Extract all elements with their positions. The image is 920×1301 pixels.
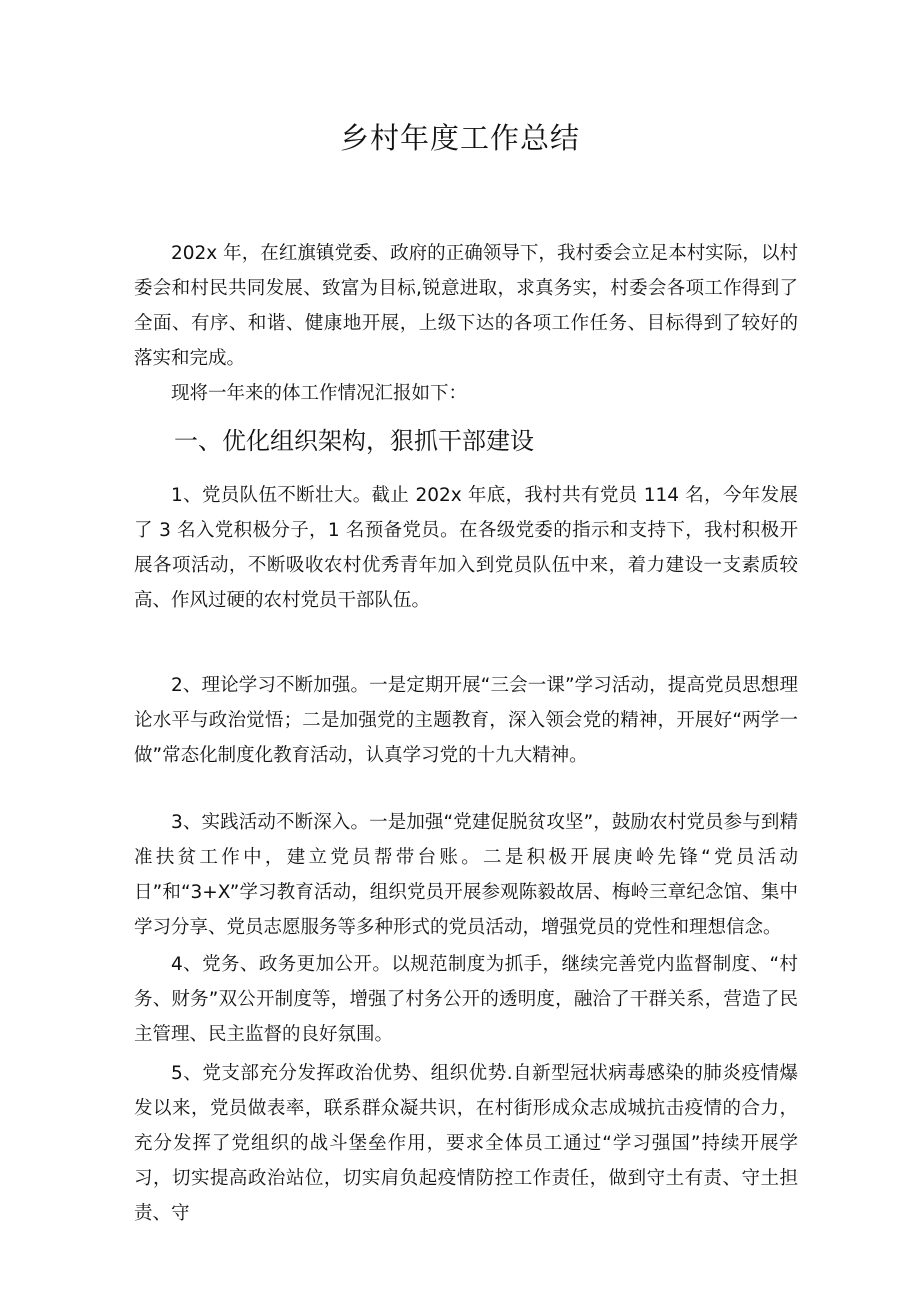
- report-intro-line: 现将一年来的体工作情况汇报如下：: [171, 383, 468, 404]
- intro-paragraph: 202x 年，在红旗镇党委、政府的正确领导下，我村委会立足本村实际，以村委会和村民共同发展、致富为目标,锐意进取，求真务实，村委会各项工作得到了全面、有序、和谐、健康地开展，上级下达的各项工作任务、目标得到了较好的落实和完成。: [134, 243, 798, 369]
- item-4-paragraph: 4、党务、政务更加公开。以规范制度为抓手，继续完善党内监督制度、“村务、财务”双公开制度等，增强了村务公开的透明度，融洽了干群关系，营造了民主管理、民主监督的良好氛围。: [134, 954, 798, 1045]
- item-1-paragraph: 1、党员队伍不断壮大。截止 202x 年底，我村共有党员 114 名，今年发展了 3 名入党积极分子，1 名预备党员。在各级党委的指示和支持下，我村积极开展各项活动，不断吸收农村优秀青年加入到党员队伍中来，着力建设一支素质较高、作风过硬的农村党员干部队伍。: [134, 485, 798, 611]
- section-1-heading: 一、优化组织架构，狠抓干部建设: [174, 427, 534, 455]
- item-3-paragraph: 3、实践活动不断深入。一是加强“党建促脱贫攻坚”，鼓励农村党员参与到精准扶贫工作中，建立党员帮带台账。二是积极开展庚岭先锋“党员活动日”和“3+X”学习教育活动，组织党员开展参观陈毅故居、梅岭三章纪念馆、集中学习分享、党员志愿服务等多种形式的党员活动，增强党员的党性和理想信念。: [134, 812, 798, 938]
- item-5-paragraph: 5、党支部充分发挥政治优势、组织优势.自新型冠状病毒感染的肺炎疫情爆发以来，党员做表率，联系群众凝共识，在村街形成众志成城抗击疫情的合力，充分发挥了党组织的战斗堡垒作用，要求全体员工通过“学习强国”持续开展学习，切实提高政治站位，切实肩负起疫情防控工作责任，做到守土有责、守土担责、守: [134, 1063, 798, 1224]
- document-title: 乡村年度工作总结: [339, 121, 580, 155]
- item-2-paragraph: 2、理论学习不断加强。一是定期开展“三会一课”学习活动，提高党员思想理论水平与政治觉悟；二是加强党的主题教育，深入领会党的精神，开展好“两学一做”常态化制度化教育活动，认真学习党的十九大精神。: [134, 675, 798, 766]
